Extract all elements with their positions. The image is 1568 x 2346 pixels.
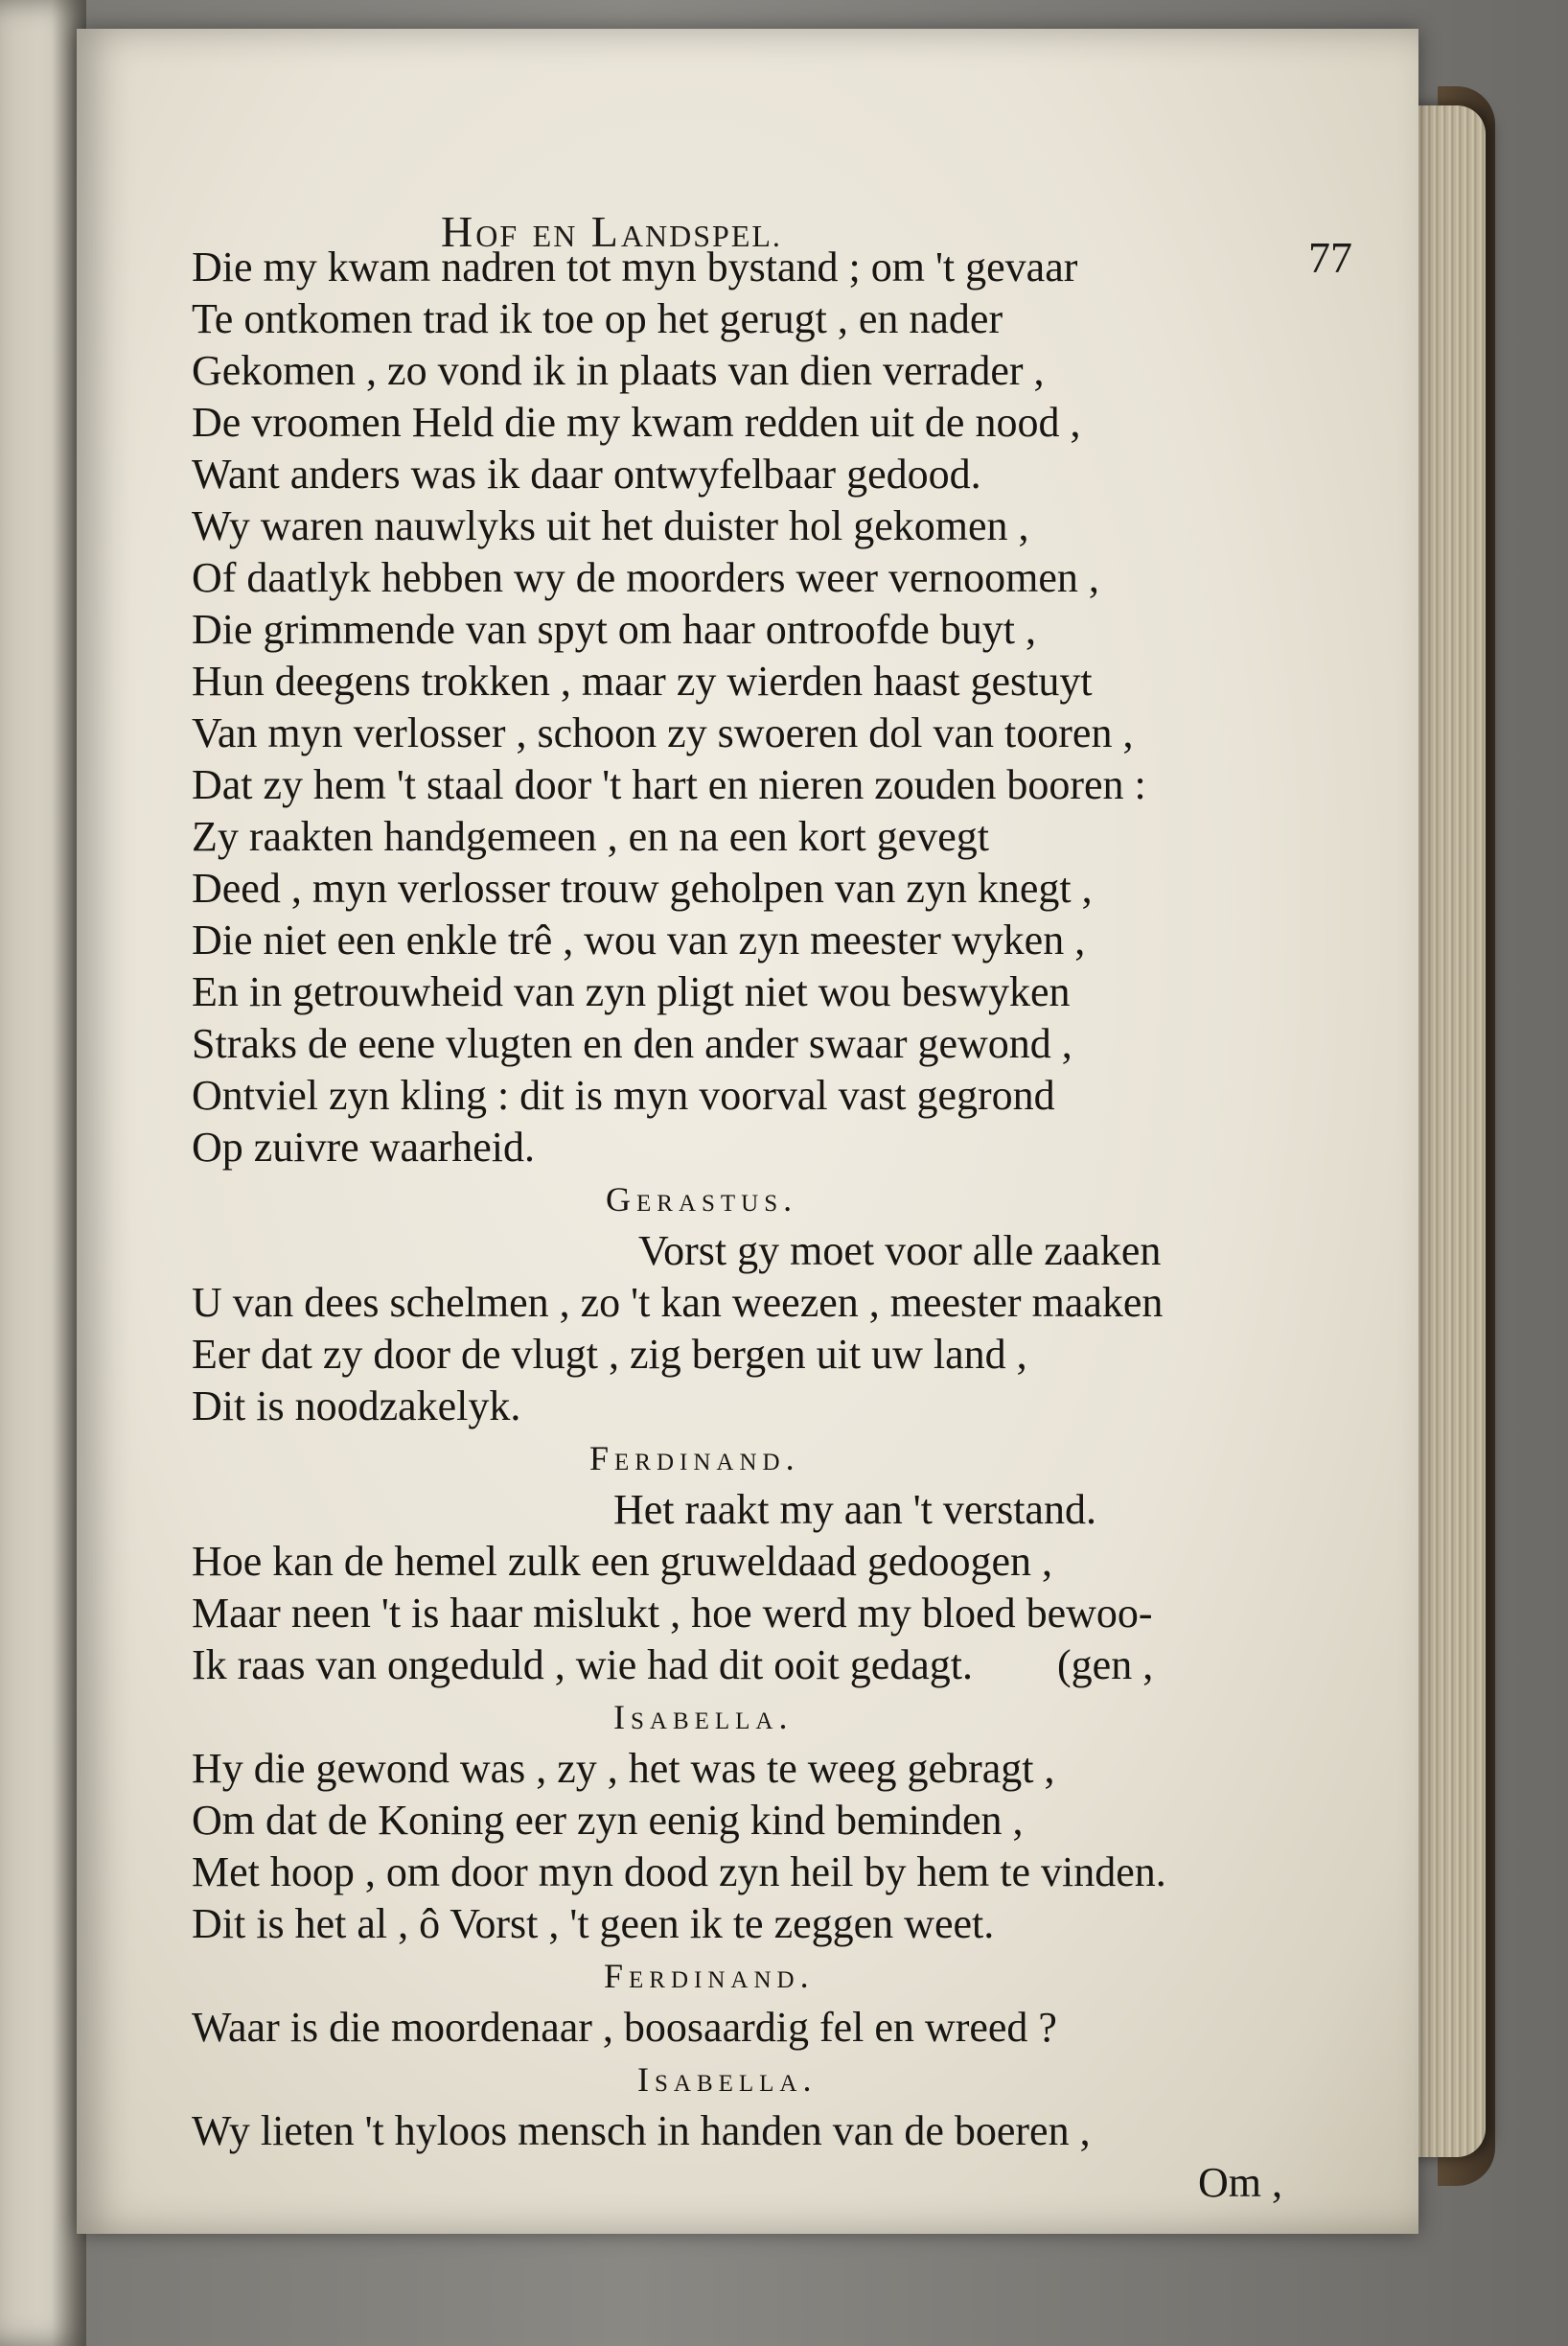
verse-line: Met hoop , om door myn dood zyn heil by hem te vinden. bbox=[192, 1848, 1166, 1895]
verse-line: Te ontkomen trad ik toe op het gerugt , en nader bbox=[192, 295, 1003, 342]
running-head-word-2: EN bbox=[532, 219, 578, 253]
speaker-name: Gerastus. bbox=[606, 1180, 798, 1219]
verse-line: En in getrouwheid van zyn pligt niet wou beswyken bbox=[192, 968, 1071, 1015]
verse-line: Op zuivre waarheid. bbox=[192, 1124, 535, 1171]
verse-line: Waar is die moordenaar , boosaardig fel en wreed ? bbox=[192, 2004, 1057, 2051]
verse-line: Hoe kan de hemel zulk een gruweldaad gedoogen , bbox=[192, 1538, 1052, 1585]
verse-line: Eer dat zy door de vlugt , zig bergen uit uw land , bbox=[192, 1331, 1027, 1378]
verse-line: Om dat de Koning eer zyn eenig kind beminden , bbox=[192, 1797, 1024, 1844]
verse-line: Maar neen 't is haar mislukt , hoe werd my bloed bewoo- bbox=[192, 1590, 1153, 1637]
verse-line: Die grimmende van spyt om haar ontroofde buyt , bbox=[192, 606, 1037, 653]
verse-line: U van dees schelmen , zo 't kan weezen , meester maaken bbox=[192, 1279, 1164, 1326]
verse-line: Gekomen , zo vond ik in plaats van dien verrader , bbox=[192, 347, 1045, 394]
verse-line: Want anders was ik daar ontwyfelbaar gedood. bbox=[192, 451, 981, 498]
verse-line: Het raakt my aan 't verstand. bbox=[613, 1486, 1096, 1533]
verse-line: Die niet een enkle trê , wou van zyn meester wyken , bbox=[192, 917, 1086, 964]
verse-line: Dit is het al , ô Vorst , 't geen ik te zeggen weet. bbox=[192, 1900, 995, 1947]
verse-line: Deed , myn verlosser trouw geholpen van zyn knegt , bbox=[192, 865, 1093, 912]
page-text bbox=[192, 242, 1342, 2209]
verse-line: Ontviel zyn kling : dit is myn voorval vast gegrond bbox=[192, 1072, 1055, 1119]
verse-line: Hun deegens trokken , maar zy wierden haast gestuyt bbox=[192, 658, 1093, 705]
running-head-initial-2: L bbox=[590, 207, 621, 256]
verse-line: Zy raakten handgemeen , en na een kort gevegt bbox=[192, 813, 989, 860]
verse-line: Straks de eene vlugten en den ander swaar gewond , bbox=[192, 1020, 1072, 1067]
verse-line: Ik raas van ongeduld , wie had dit ooit gedagt. (gen , bbox=[192, 1641, 1154, 1688]
verse-line: Wy waren nauwlyks uit het duister hol gekomen , bbox=[192, 502, 1029, 549]
speaker-name: Ferdinand. bbox=[604, 1957, 815, 1995]
running-head-word-1: OF bbox=[475, 219, 519, 253]
verse-line: Dat zy hem 't staal door 't hart en nieren zouden booren : bbox=[192, 761, 1146, 808]
verse-line: Van myn verlosser , schoon zy swoeren dol van tooren , bbox=[192, 709, 1134, 756]
verse-line: De vroomen Held die my kwam redden uit de nood , bbox=[192, 399, 1081, 446]
verse-line: Vorst gy moet voor alle zaaken bbox=[638, 1227, 1162, 1274]
verse-line: Dit is noodzakelyk. bbox=[192, 1382, 521, 1429]
page-number: 77 bbox=[1308, 233, 1352, 282]
verse-line: Die my kwam nadren tot myn bystand ; om 't gevaar bbox=[192, 244, 1078, 290]
running-head-word-3: ANDSPEL. bbox=[620, 219, 782, 253]
facing-page-edge bbox=[0, 0, 86, 2346]
verse-line: Of daatlyk hebben wy de moorders weer vernoomen , bbox=[192, 554, 1099, 601]
verse-line: Hy die gewond was , zy , het was te weeg gebragt , bbox=[192, 1745, 1055, 1792]
running-head-initial-1: H bbox=[441, 207, 476, 256]
speaker-name: Ferdinand. bbox=[589, 1439, 800, 1477]
catchword: Om , bbox=[1198, 2159, 1282, 2206]
verse-line: Wy lieten 't hyloos mensch in handen van de boeren , bbox=[192, 2107, 1091, 2154]
speaker-name: Isabella. bbox=[637, 2060, 818, 2099]
speaker-name: Isabella. bbox=[613, 1698, 794, 1736]
